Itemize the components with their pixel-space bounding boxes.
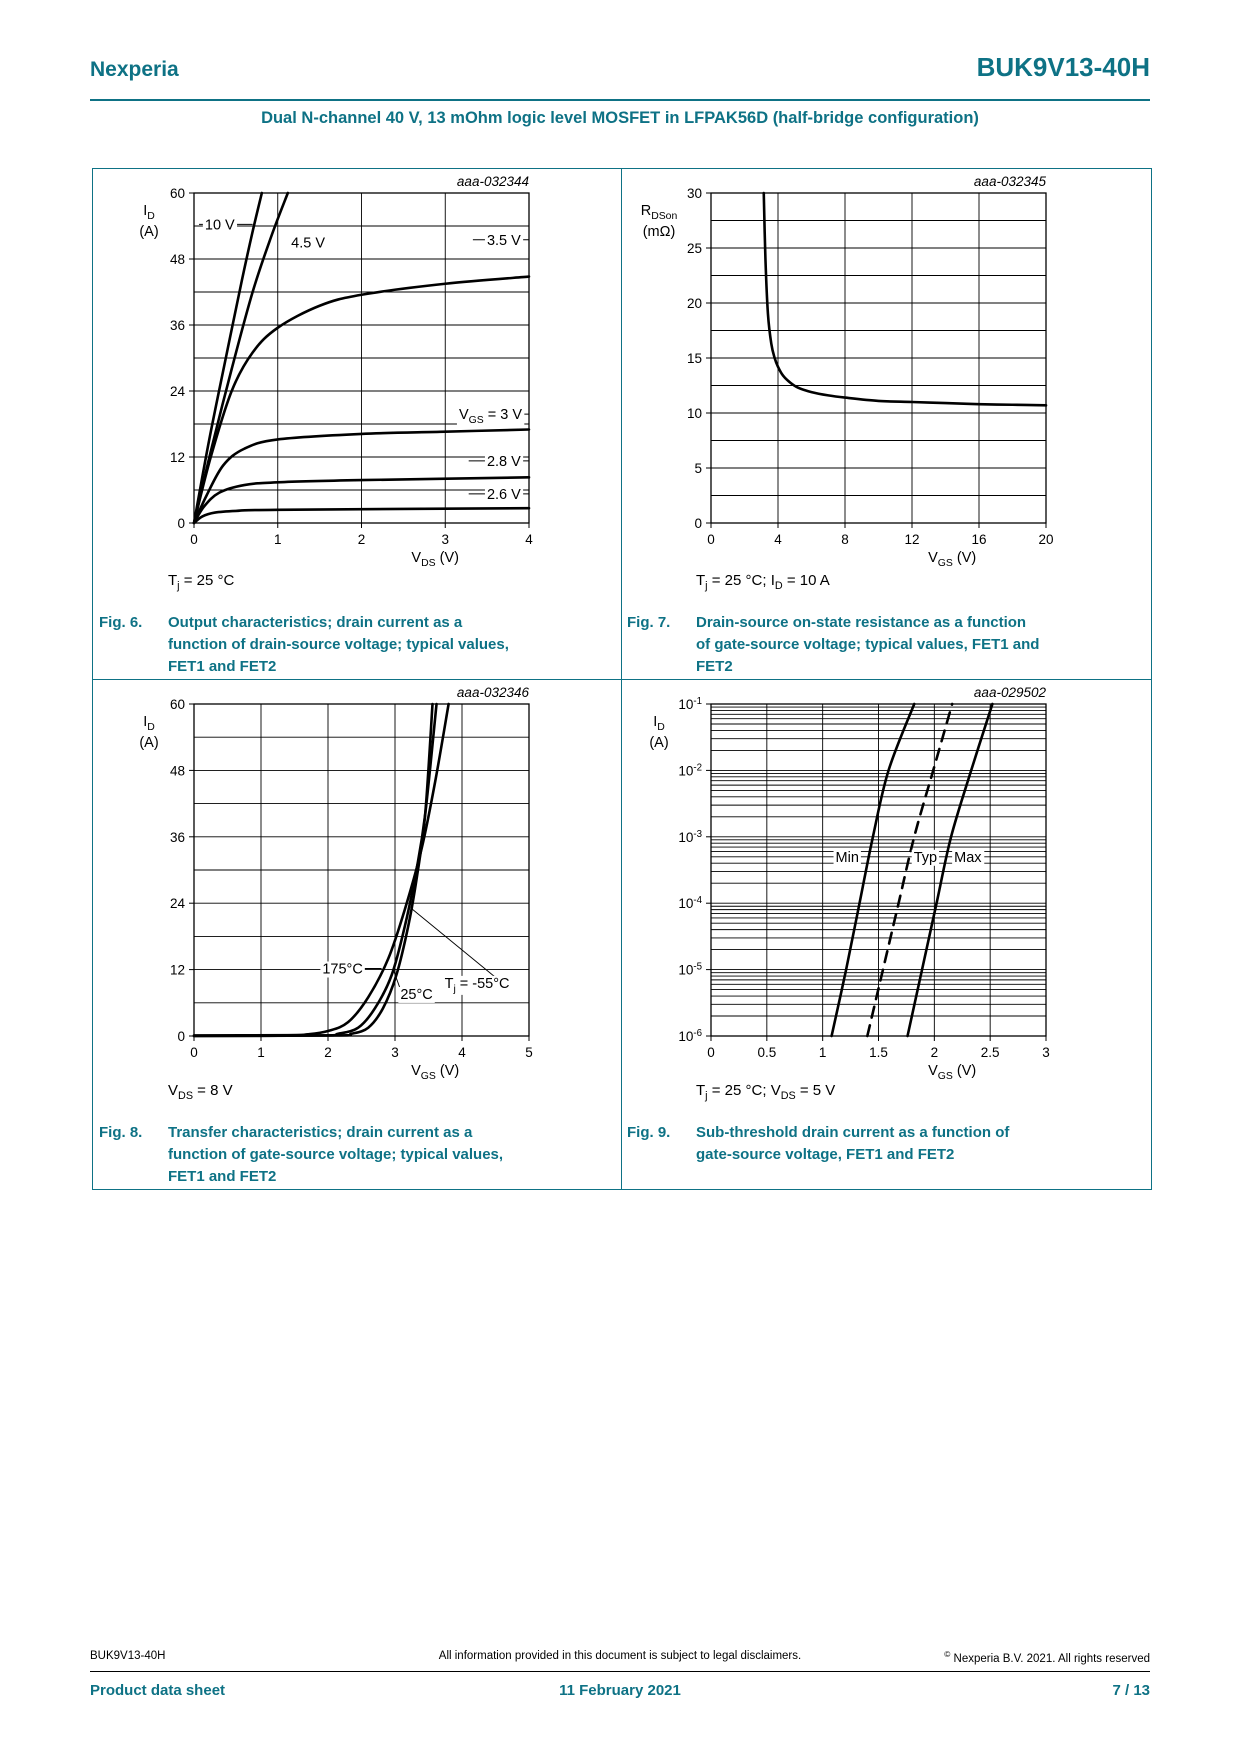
svg-text:15: 15 bbox=[686, 351, 702, 366]
footer-copyright: © Nexperia B.V. 2021. All rights reserved bbox=[944, 1650, 1150, 1665]
svg-text:Tj​ = -55°C: $T_j = -55^\circ C$ bbox=[444, 975, 510, 995]
svg-text:175°C: 175°C bbox=[322, 961, 363, 978]
svg-text:36: 36 bbox=[169, 318, 185, 333]
svg-text:0: 0 bbox=[177, 1029, 185, 1044]
svg-text:Max: Max bbox=[954, 849, 982, 866]
figure-6-condition: $T_j = 25$ °C bbox=[168, 572, 235, 592]
svg-text:24: 24 bbox=[169, 896, 185, 912]
figure-9-caption: Sub-threshold drain current as a function of gate-source voltage, FET1 and FET2 bbox=[696, 1124, 1010, 1163]
svg-text:4: 4 bbox=[774, 532, 782, 547]
svg-text:10 V: 10 V bbox=[204, 217, 235, 234]
brand-logo-text: Nexperia bbox=[90, 58, 179, 81]
svg-text:10-3​: $10^{-3}$ bbox=[678, 828, 702, 845]
svg-text:30: 30 bbox=[686, 186, 702, 201]
svg-text:16: 16 bbox=[971, 532, 987, 547]
svg-text:VGS​ (V): $V_{GS}$ (V) bbox=[411, 1063, 460, 1082]
figure-6-chart bbox=[93, 169, 621, 609]
svg-text:60: 60 bbox=[169, 697, 185, 712]
figure-7-caption: Drain-source on-state resistance as a function of gate-source voltage; typical values, FET1 and FET2 bbox=[696, 614, 1040, 675]
figure-7-panel bbox=[621, 169, 1151, 679]
svg-text:2.6 V: 2.6 V bbox=[486, 486, 521, 503]
figure-7-condition: $T_j = 25$ °C; $I_D = 10$ A bbox=[696, 572, 830, 592]
svg-text:0: 0 bbox=[177, 516, 185, 531]
svg-text:(mΩ): (mΩ) bbox=[642, 224, 676, 240]
svg-text:3.5 V: 3.5 V bbox=[486, 232, 521, 249]
svg-text:36: 36 bbox=[169, 829, 185, 845]
svg-text:3: 3 bbox=[441, 532, 450, 547]
figure-7-label: Fig. 7. bbox=[627, 614, 671, 631]
figure-6-panel bbox=[93, 169, 621, 679]
svg-text:1: 1 bbox=[257, 1045, 265, 1060]
svg-text:VGS​ = 3 V: $V_{GS} = 3$ V bbox=[458, 407, 523, 427]
figure-8-condition: $V_{DS} = 8$ V bbox=[168, 1082, 233, 1102]
footer-doc-type: Product data sheet bbox=[90, 1682, 226, 1699]
svg-text:0: 0 bbox=[190, 1045, 198, 1060]
svg-text:12: 12 bbox=[169, 962, 185, 978]
svg-text:10: 10 bbox=[686, 406, 702, 421]
svg-text:VGS​ (V): $V_{GS}$ (V) bbox=[928, 550, 977, 569]
svg-text:4.5 V: 4.5 V bbox=[291, 235, 326, 252]
svg-text:Min: Min bbox=[835, 849, 859, 866]
footer-rule bbox=[90, 1671, 1150, 1672]
figure-9-condition: $T_j = 25$ °C; $V_{DS} = 5$ V bbox=[696, 1082, 836, 1102]
page-subtitle: Dual N-channel 40 V, 13 mOhm logic level MOSFET in LFPAK56D (half-bridge configuration) bbox=[261, 109, 979, 127]
svg-text:2.8 V: 2.8 V bbox=[486, 453, 521, 470]
svg-text:ID​: $I_D$ bbox=[143, 203, 155, 222]
svg-text:aaa-032344: aaa-032344 bbox=[456, 174, 529, 189]
figure-8-panel bbox=[93, 679, 621, 1189]
figure-6-caption: Output characteristics; drain current as a function of drain-source voltage; typical values, FET1 and FET2 bbox=[168, 614, 509, 675]
svg-text:48: 48 bbox=[169, 763, 185, 779]
svg-text:2: 2 bbox=[324, 1045, 332, 1060]
svg-text:2.5: 2.5 bbox=[980, 1045, 1000, 1060]
svg-text:3: 3 bbox=[391, 1045, 399, 1060]
figure-9-chart bbox=[621, 679, 1151, 1119]
figure-8-chart bbox=[93, 679, 621, 1119]
figure-7-chart bbox=[621, 169, 1151, 609]
svg-text:(A): (A) bbox=[139, 735, 159, 751]
svg-text:1.5: 1.5 bbox=[869, 1045, 888, 1060]
svg-text:aaa-032346: aaa-032346 bbox=[456, 685, 529, 700]
svg-text:aaa-032345: aaa-032345 bbox=[973, 174, 1046, 189]
svg-text:4: 4 bbox=[458, 1045, 466, 1060]
svg-text:10-4​: $10^{-4}$ bbox=[678, 895, 702, 912]
svg-text:VGS​ (V): $V_{GS}$ (V) bbox=[928, 1063, 977, 1082]
footer-page-number: 7 / 13 bbox=[1112, 1682, 1150, 1699]
svg-text:1: 1 bbox=[273, 532, 282, 547]
svg-text:(A): (A) bbox=[649, 735, 669, 751]
svg-text:Typ: Typ bbox=[913, 849, 938, 866]
svg-text:20: 20 bbox=[686, 296, 702, 311]
svg-text:25°C: 25°C bbox=[400, 986, 433, 1003]
svg-text:8: 8 bbox=[841, 532, 849, 547]
footer-legal: All information provided in this document is subject to legal disclaimers. bbox=[438, 1650, 802, 1662]
svg-text:10-6​: $10^{-6}$ bbox=[678, 1028, 702, 1044]
svg-text:48: 48 bbox=[169, 252, 185, 267]
figure-9-label: Fig. 9. bbox=[627, 1124, 671, 1141]
svg-text:4: 4 bbox=[525, 532, 533, 547]
svg-text:RDSon​: $R_{DSon}$ bbox=[640, 203, 678, 222]
figure-8-label: Fig. 8. bbox=[99, 1124, 143, 1141]
svg-text:5: 5 bbox=[694, 461, 702, 476]
svg-text:12: 12 bbox=[904, 532, 920, 547]
svg-text:(A): (A) bbox=[139, 224, 159, 240]
svg-text:2: 2 bbox=[930, 1045, 939, 1060]
figure-8-caption: Transfer characteristics; drain current as a function of gate-source voltage; typical values, FET1 and FET2 bbox=[168, 1124, 504, 1185]
footer-date: 11 February 2021 bbox=[559, 1682, 681, 1699]
svg-text:0: 0 bbox=[707, 532, 715, 547]
svg-text:60: 60 bbox=[169, 186, 185, 201]
svg-text:ID​: $I_D$ bbox=[653, 714, 665, 733]
svg-text:10-5​: $10^{-5}$ bbox=[678, 961, 702, 978]
svg-text:3: 3 bbox=[1042, 1045, 1050, 1060]
svg-text:1: 1 bbox=[818, 1045, 827, 1060]
svg-text:VDS​ (V): $V_{DS}$ (V) bbox=[411, 550, 459, 569]
figure-6-label: Fig. 6. bbox=[99, 614, 143, 631]
svg-text:10-2​: $10^{-2}$ bbox=[678, 762, 702, 779]
figure-grid bbox=[92, 168, 1152, 1190]
svg-text:aaa-029502: aaa-029502 bbox=[973, 685, 1046, 700]
svg-text:ID​: $I_D$ bbox=[143, 714, 155, 733]
svg-text:0: 0 bbox=[707, 1045, 715, 1060]
part-number: BUK9V13-40H bbox=[976, 52, 1150, 82]
svg-text:5: 5 bbox=[525, 1045, 533, 1060]
svg-text:0: 0 bbox=[694, 516, 702, 531]
svg-text:25: 25 bbox=[686, 241, 702, 256]
svg-text:10-1​: $10^{-1}$ bbox=[678, 696, 702, 712]
svg-text:0: 0 bbox=[190, 532, 198, 547]
svg-text:0.5: 0.5 bbox=[757, 1045, 777, 1060]
header-rule bbox=[90, 99, 1150, 101]
svg-text:2: 2 bbox=[357, 532, 366, 547]
svg-text:24: 24 bbox=[169, 384, 185, 399]
figure-9-panel bbox=[621, 679, 1151, 1189]
footer-doc-id: BUK9V13-40H bbox=[90, 1650, 166, 1662]
svg-text:20: 20 bbox=[1038, 532, 1054, 547]
svg-text:12: 12 bbox=[169, 450, 185, 465]
